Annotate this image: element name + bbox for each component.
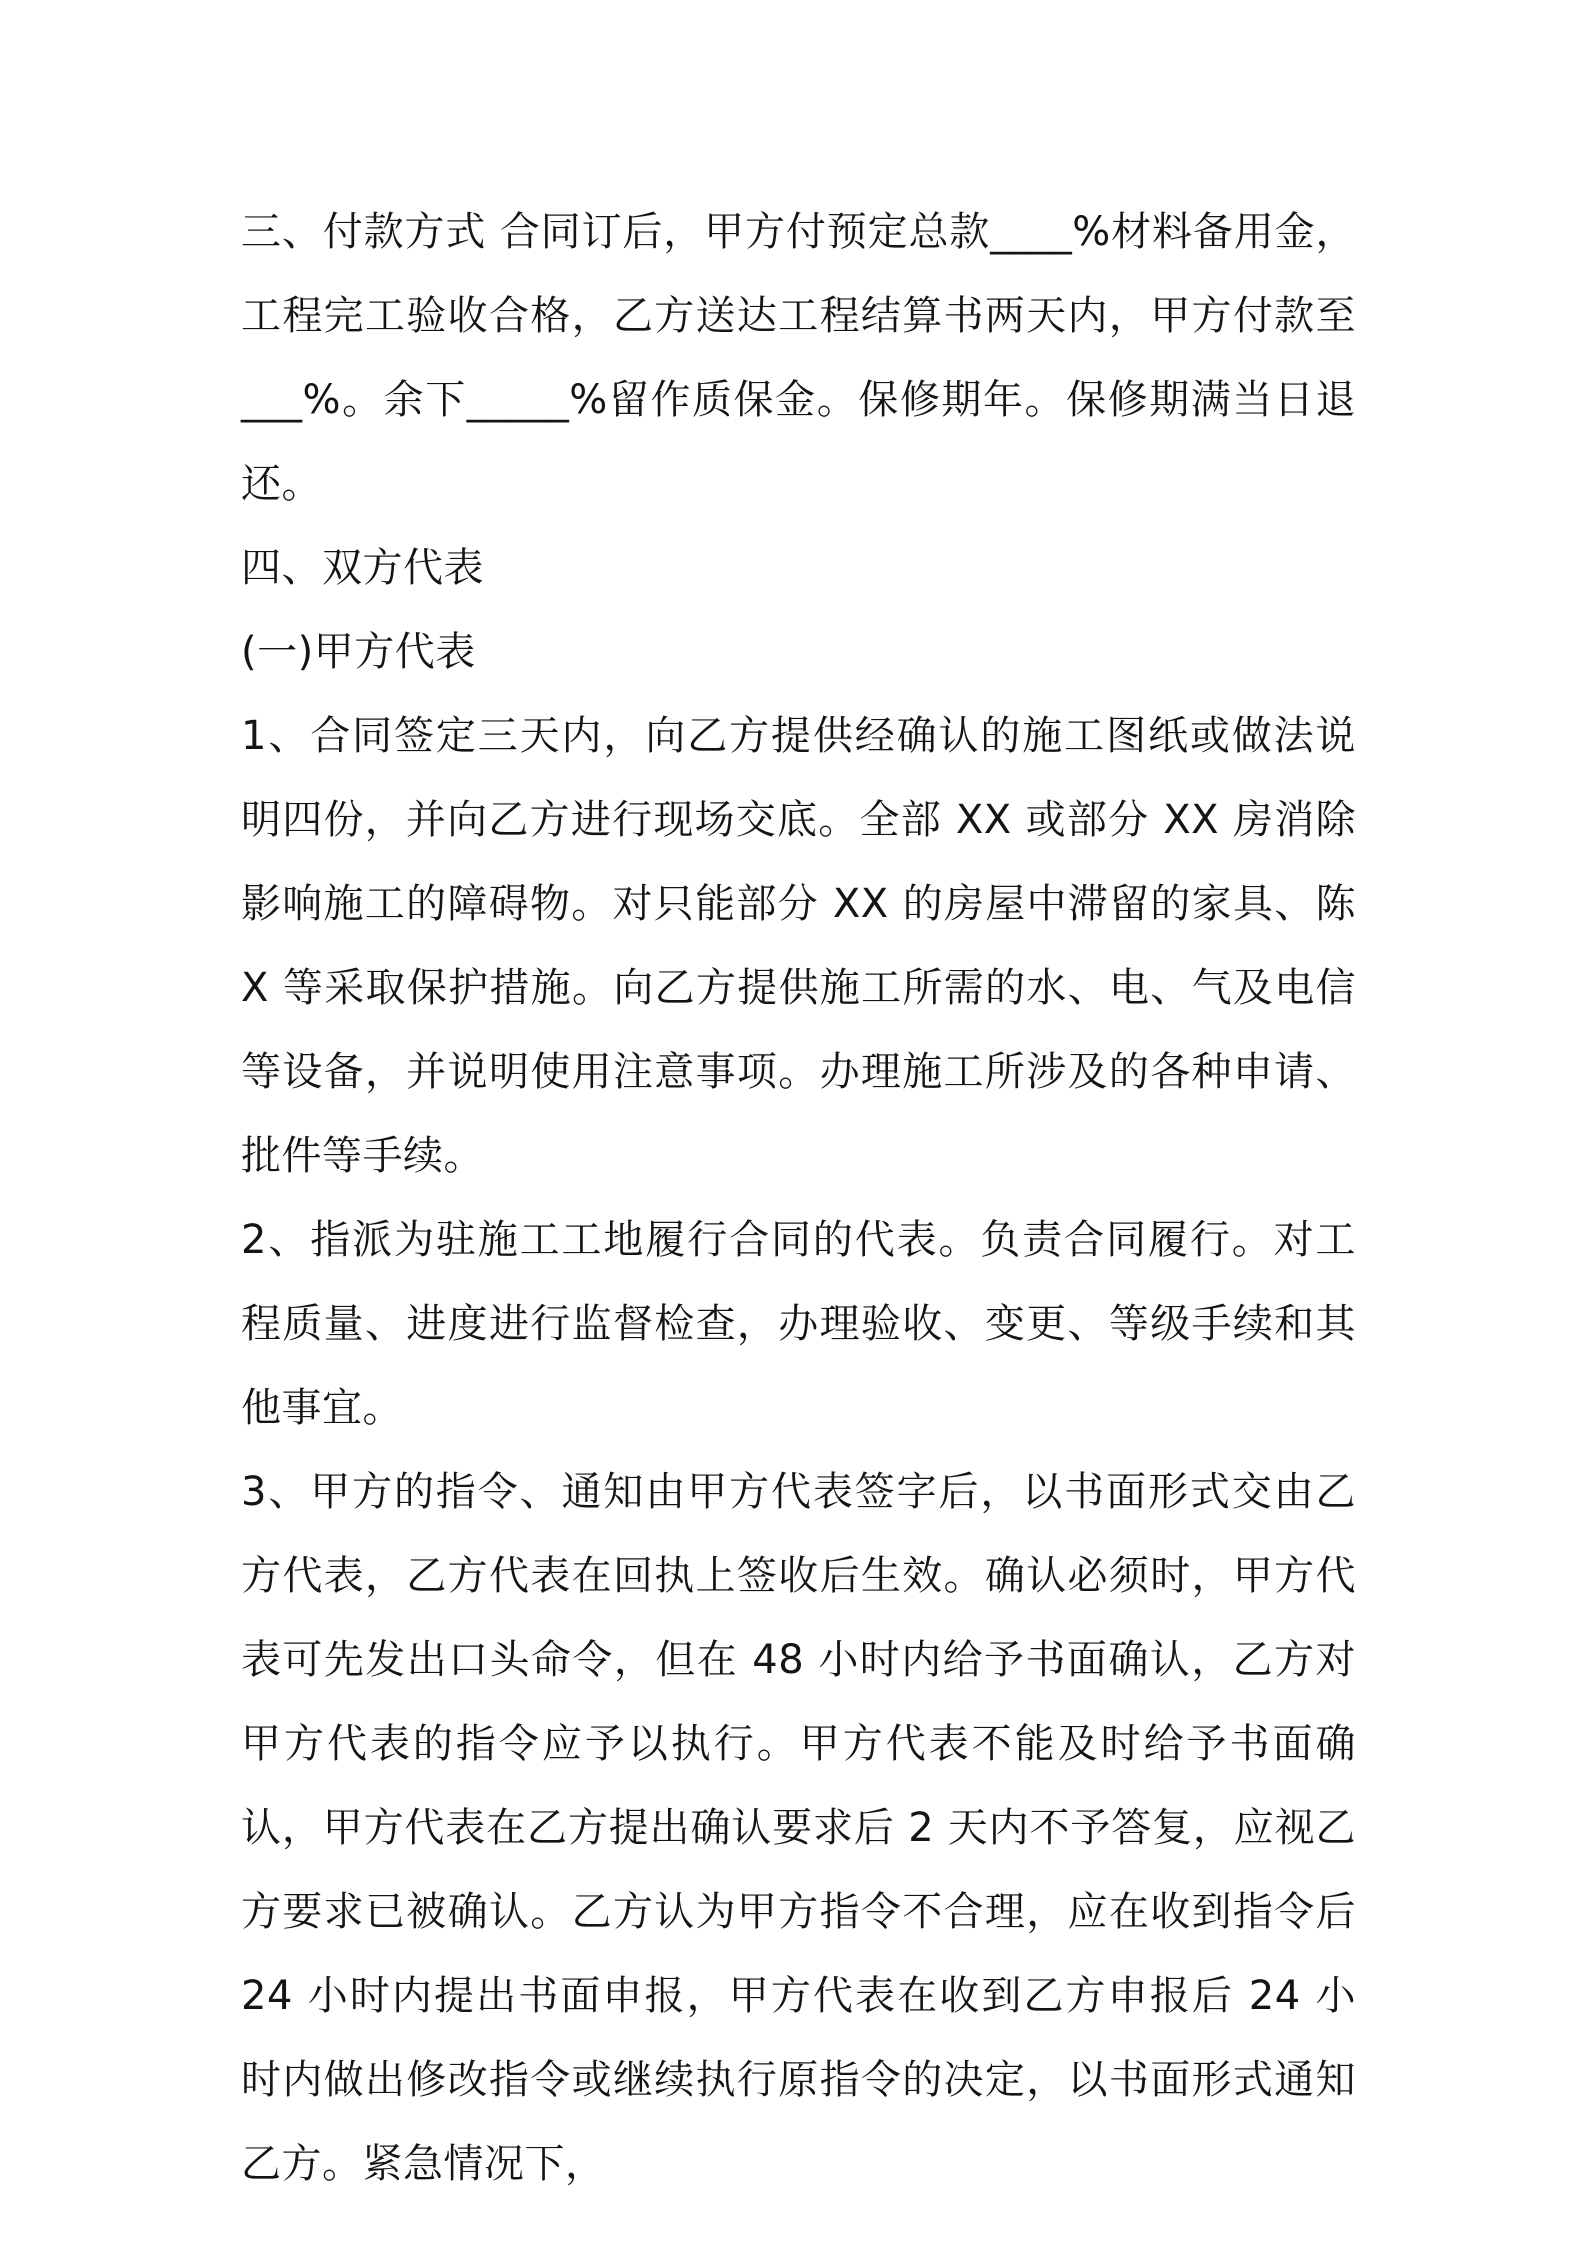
- paragraph-item-2: 2、指派为驻施工工地履行合同的代表。负责合同履行。对工程质量、进度进行监督检查，办理验收、变更、等级手续和其他事宜。: [241, 1217, 1356, 1431]
- paragraph-item-3: 3、甲方的指令、通知由甲方代表签字后，以书面形式交由乙方代表，乙方代表在回执上签收后生效。确认必须时，甲方代表可先发出口头命令，但在 48 小时内给予书面确认，乙方对甲方代表的指令应予以执行。甲方代表不能及时给予书面确认，甲方代表在乙方提出确认要求后 2 天内不予答复，应视乙方要求已被确认。乙方认为甲方指令不合理，应在收到指令后 24 小时内提出书面申报，甲方代表在收到乙方申报后 24 小时内做出修改指令或继续执行原指令的决定，以书面形式通知乙方。紧急情况下，: [241, 1469, 1356, 2187]
- document-body: [241, 190, 1356, 2206]
- paragraph-payment-terms: 三、付款方式 合同订后，甲方付预定总款____%材料备用金，工程完工验收合格，乙方送达工程结算书两天内，甲方付款至___%。余下_____%留作质保金。保修期年。保修期满当日退还。: [241, 209, 1356, 507]
- heading-representatives: 四、双方代表: [241, 545, 484, 591]
- paragraph-item-1: 1、合同签定三天内，向乙方提供经确认的施工图纸或做法说明四份，并向乙方进行现场交底。全部 XX 或部分 XX 房消除影响施工的障碍物。对只能部分 XX 的房屋中滞留的家具、陈 X 等采取保护措施。向乙方提供施工所需的水、电、气及电信等设备，并说明使用注意事项。办理施工所涉及的各种申请、批件等手续。: [241, 713, 1356, 1179]
- subheading-party-a-representative: (一)甲方代表: [241, 629, 476, 675]
